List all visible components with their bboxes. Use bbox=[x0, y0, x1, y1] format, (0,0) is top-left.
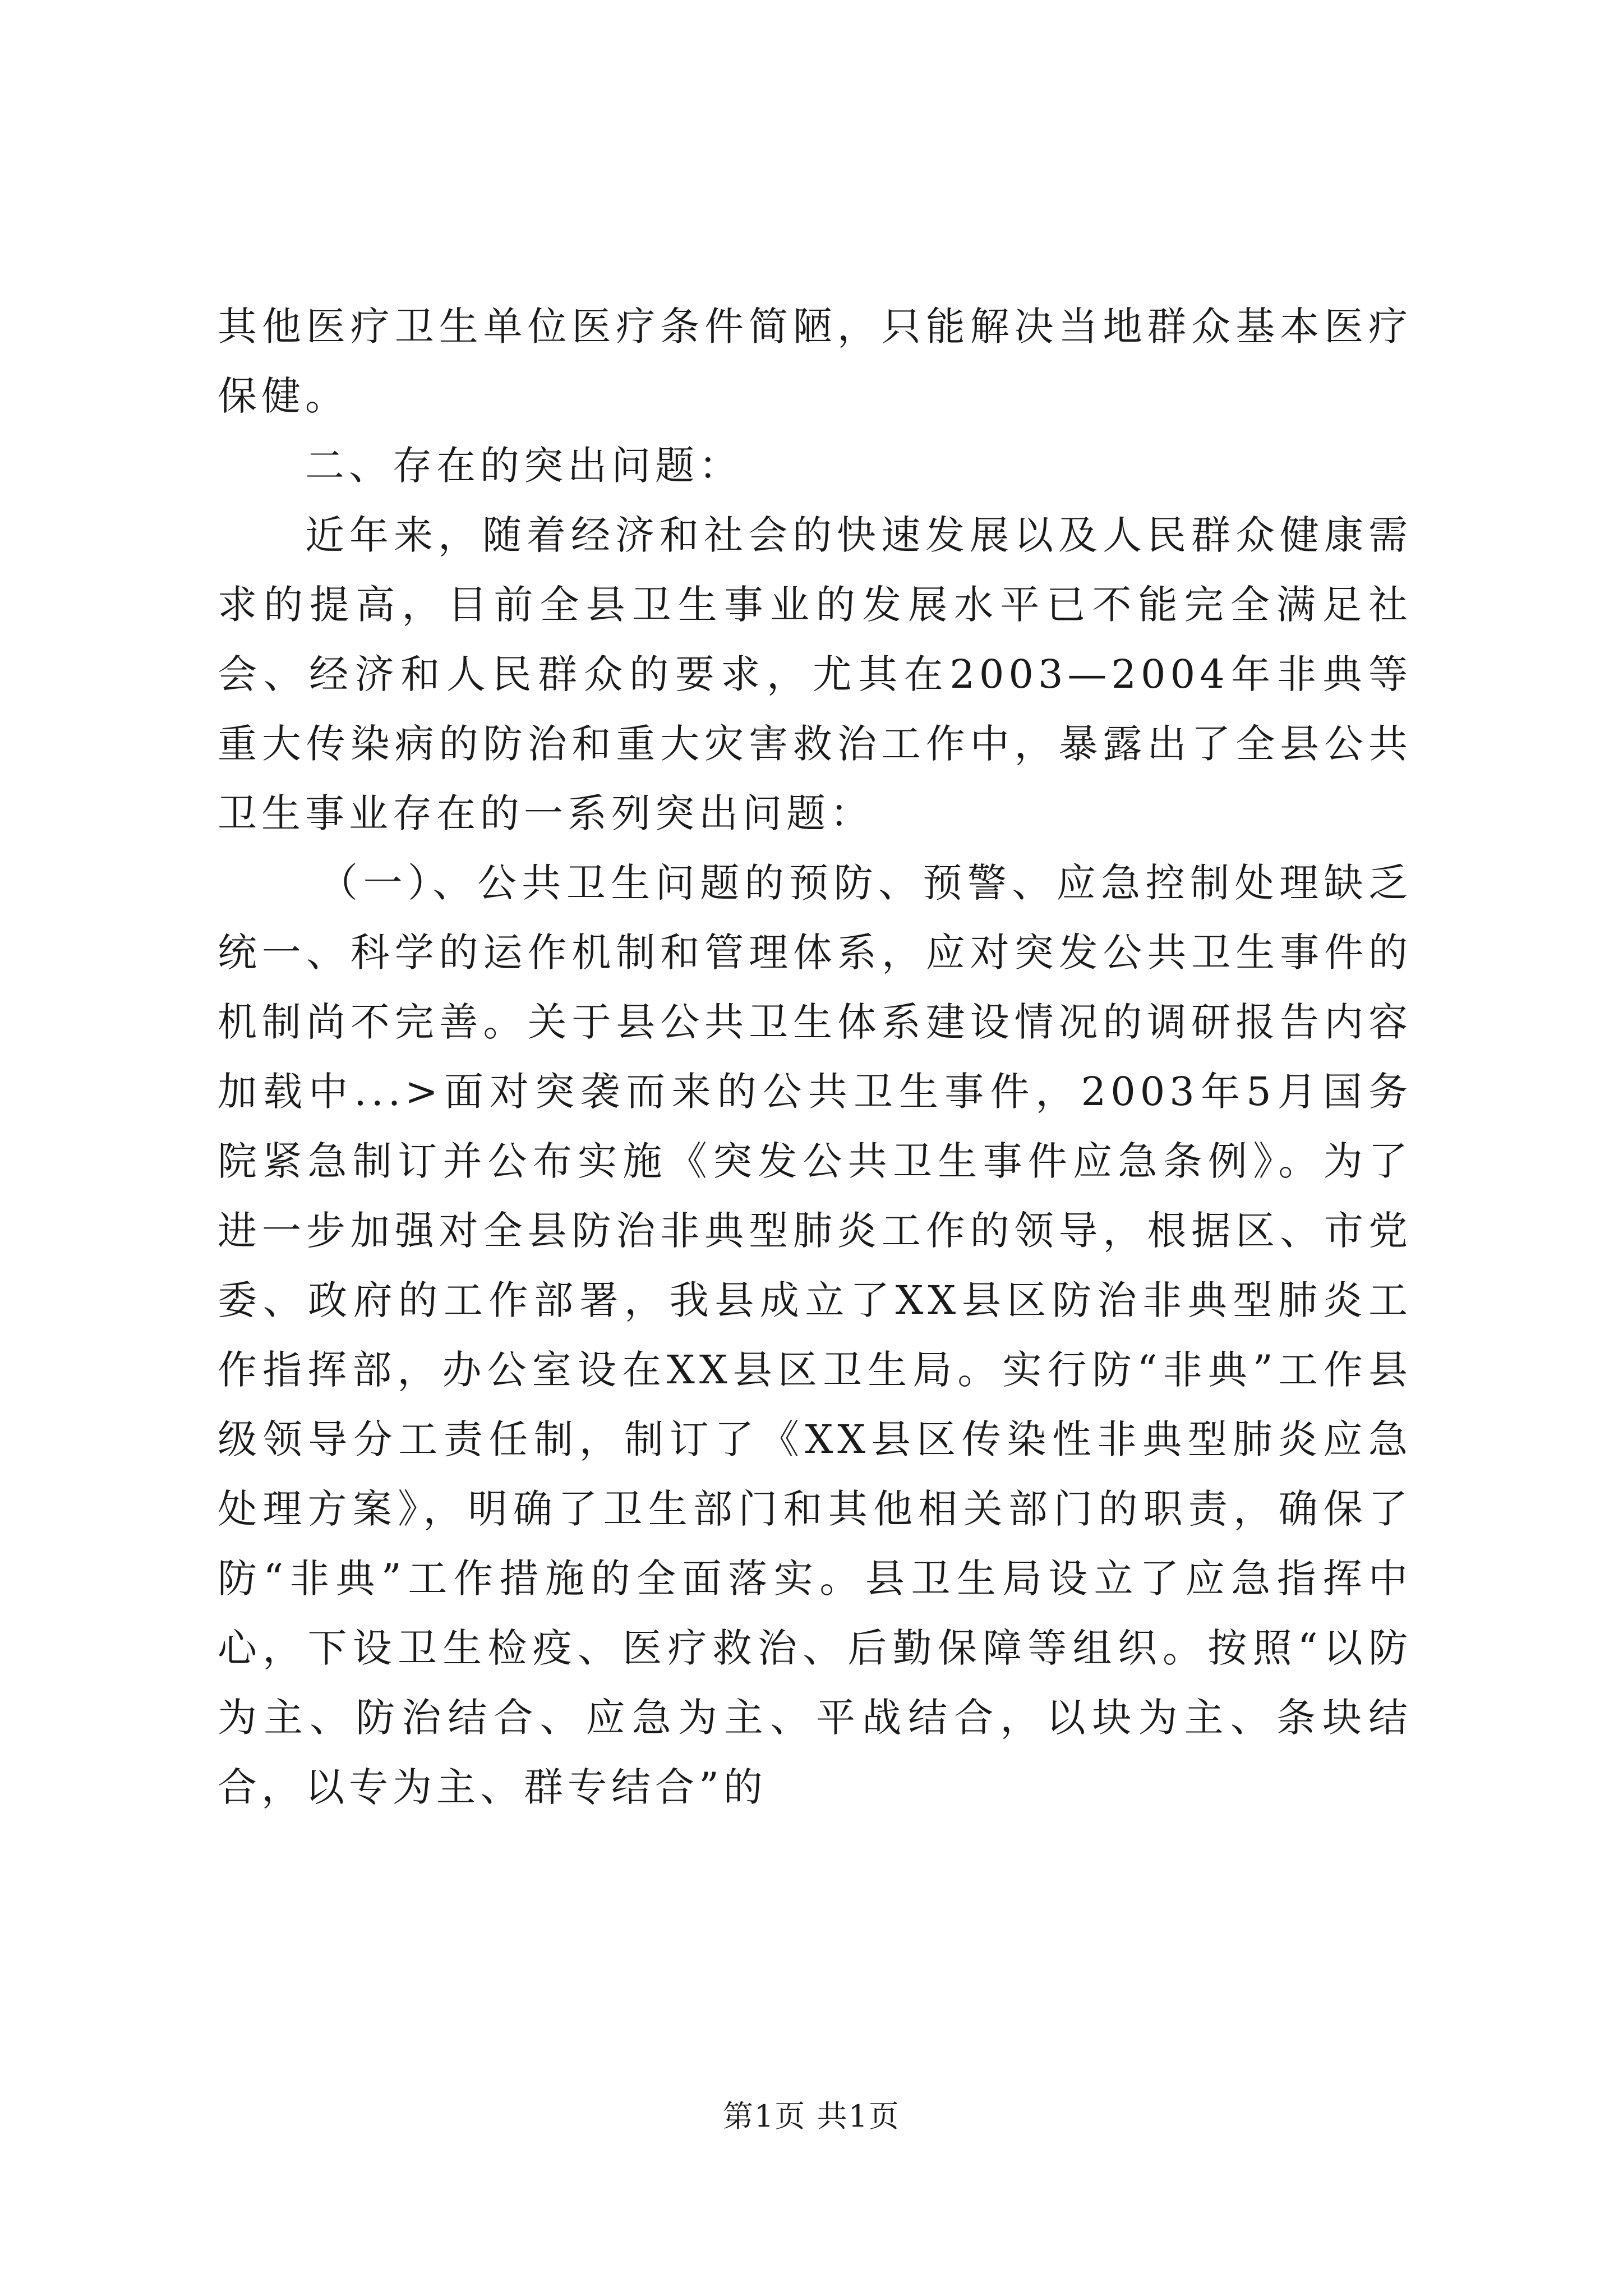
page-number-footer: 第1页 共1页 bbox=[723, 2099, 900, 2134]
section-heading: 二、存在的突出问题： bbox=[305, 443, 743, 489]
paragraph: （一）、公共卫生问题的预防、预警、应急控制处理缺乏统一、科学的运作机制和管理体系，应对突发公共卫生事件的机制尚不完善。关于县公共卫生体系建设情况的调研报告内容加载中...>面对突袭而来的公共卫生事件，2003年5月国务院紧急制订并公布实施《突发公共卫生事件应急条例》。为了进一步加强对全县防治非典型肺炎工作的领导，根据区、市党委、政府的工作部署，我县成立了XX县区防治非典型肺炎工作指挥部，办公室设在XX县区卫生局。实行防“非典”工作县级领导分工责任制，制订了《XX县区传染性非典型肺炎应急处理方案》，明确了卫生部门和其他相关部门的职责，确保了防“非典”工作措施的全面落实。县卫生局设立了应急指挥中心，下设卫生检疫、医疗救治、后勤保障等组织。按照“以防为主、防治结合、应急为主、平战结合，以块为主、条块结合，以专为主、群专结合”的 bbox=[218, 860, 1412, 1810]
paragraph-continuation: 其他医疗卫生单位医疗条件简陋，只能解决当地群众基本医疗保健。 bbox=[218, 303, 1412, 419]
document-body bbox=[218, 292, 1412, 1822]
paragraph: 近年来，随着经济和社会的快速发展以及人民群众健康需求的提高，目前全县卫生事业的发展水平已不能完全满足社会、经济和人民群众的要求，尤其在2003—2004年非典等重大传染病的防治和重大灾害救治工作中，暴露出了全县公共卫生事业存在的一系列突出问题： bbox=[218, 512, 1412, 836]
